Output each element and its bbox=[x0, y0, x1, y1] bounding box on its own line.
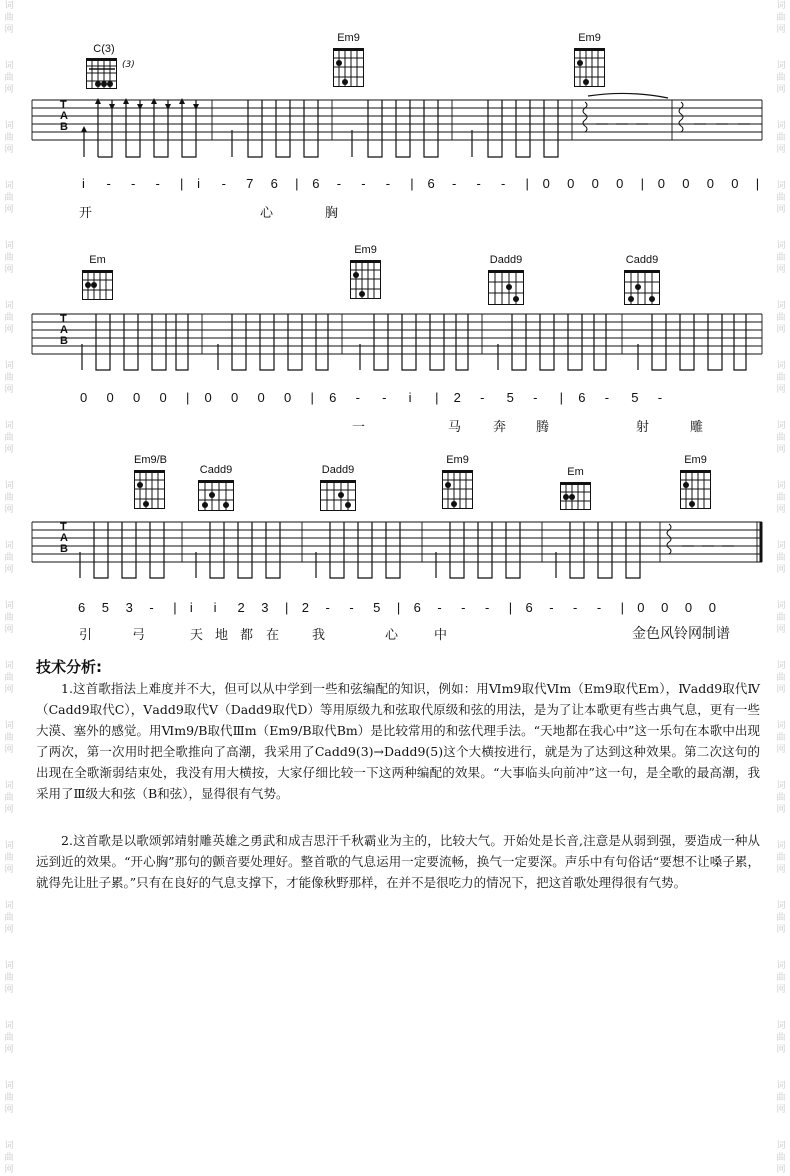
chord-diagram bbox=[624, 254, 660, 306]
tab-staff bbox=[26, 94, 766, 164]
jianpu-note: 0 bbox=[708, 600, 716, 615]
jianpu-note: 6 bbox=[413, 600, 421, 615]
jianpu-row bbox=[80, 390, 760, 410]
jianpu-note: 0 bbox=[682, 176, 690, 191]
tab-label: T A B bbox=[60, 313, 68, 347]
chord-name: Em9 bbox=[578, 32, 601, 44]
jianpu-note: 0 bbox=[684, 600, 693, 615]
jianpu-note: 6 bbox=[270, 176, 278, 191]
barline: | bbox=[620, 600, 625, 615]
barline: | bbox=[755, 176, 760, 191]
jianpu-note: 0 bbox=[133, 390, 141, 405]
jianpu-note: - bbox=[451, 176, 457, 191]
jianpu-note: - bbox=[221, 176, 226, 191]
jianpu-note: 0 bbox=[159, 390, 167, 405]
lyric: 都 bbox=[240, 628, 254, 643]
lyric: 我 bbox=[312, 628, 326, 643]
lyric: 心 bbox=[260, 206, 274, 221]
chord-diagram bbox=[82, 254, 113, 300]
jianpu-note: - bbox=[437, 600, 442, 615]
jianpu-note: 0 bbox=[284, 390, 292, 405]
jianpu-note: 0 bbox=[567, 176, 575, 191]
analysis-title: 技术分析: bbox=[36, 658, 102, 676]
chord-diagram bbox=[134, 454, 168, 510]
jianpu-note: 0 bbox=[106, 390, 114, 405]
jianpu-note: 0 bbox=[731, 176, 739, 191]
chord-name: Em9 bbox=[446, 454, 469, 466]
chord-name: Cadd9 bbox=[625, 254, 659, 266]
chord-note: (3) bbox=[122, 60, 135, 70]
lyric: 开 bbox=[79, 206, 93, 221]
jianpu-note: - bbox=[336, 176, 342, 191]
barline: | bbox=[285, 600, 289, 615]
lyric: 心 bbox=[385, 628, 399, 643]
jianpu-note: 6 bbox=[525, 600, 533, 615]
jianpu-note: - bbox=[657, 390, 663, 405]
lyric: 在 bbox=[266, 628, 280, 643]
jianpu-note: 6 bbox=[312, 176, 320, 191]
jianpu-note: 0 bbox=[591, 176, 599, 191]
jianpu-note: - bbox=[480, 390, 485, 405]
jianpu-note: 3 bbox=[125, 600, 133, 615]
jianpu-note: 0 bbox=[661, 600, 669, 615]
jianpu-note: i bbox=[197, 176, 201, 191]
jianpu-note: 7 bbox=[246, 176, 254, 191]
jianpu-note: i bbox=[213, 600, 217, 615]
chord-name: Dadd9 bbox=[321, 464, 355, 476]
tab-label: T A B bbox=[60, 521, 68, 555]
lyric: 引 bbox=[79, 628, 93, 643]
jianpu-note: 6 bbox=[578, 390, 586, 405]
lyric: 天 bbox=[190, 628, 204, 643]
jianpu-note: 0 bbox=[542, 176, 550, 191]
jianpu-note: 0 bbox=[616, 176, 624, 191]
jianpu-note: - bbox=[349, 600, 354, 615]
chord-diagram bbox=[86, 43, 135, 92]
chord-diagram bbox=[574, 32, 605, 88]
jianpu-note: - bbox=[533, 390, 538, 405]
jianpu-note: - bbox=[476, 176, 481, 191]
barline: | bbox=[410, 176, 414, 191]
jianpu-note: - bbox=[500, 176, 506, 191]
jianpu-note: 0 bbox=[231, 390, 239, 405]
barline: | bbox=[559, 390, 564, 405]
jianpu-note: 5 bbox=[373, 600, 381, 615]
jianpu-note: i bbox=[189, 600, 193, 615]
lyric: 弓 bbox=[132, 628, 146, 643]
jianpu-note: 5 bbox=[101, 600, 110, 615]
lyric: 奔 bbox=[493, 420, 507, 435]
jianpu-note: 0 bbox=[637, 600, 645, 615]
analysis-paragraph-1: 1.这首歌指法上难度并不大，但可以从中学到一些和弦编配的知识，例如：用Ⅵm9取代Ⅵm（Em9取代Em），Ⅳadd9取代Ⅳ（Cadd9取代C），Ⅴadd9取代Ⅴ（Dadd9取代D）等用原级九和弦取代原级和弦的用法，是为了让本歌更有些古典气息，更有一些大漠、塞外的感觉。用Ⅵm9/B取代Ⅲm（Em9/B取代Bm）是比较常用的和弦代理手法。“天地都在我心中”这一乐句在本歌中出现了两次，第一次用时把全歌推向了高潮，我采用了Cadd9(3)→Dadd9(5)这个大横按进行，就是为了达到这种效果。第二次这句的出现在全歌渐弱结束处，我没有用大横按，大家仔细比较一下这两种编配的效果。“大事临头向前冲”这一句，是全歌的最高潮，我采用了Ⅲ级大和弦（B和弦），显得很有气势。 bbox=[36, 681, 760, 801]
chord-name: Em bbox=[89, 254, 106, 266]
chord-name: Em9 bbox=[684, 454, 707, 466]
chord-name: Em9/B bbox=[134, 454, 168, 466]
jianpu-note: 0 bbox=[706, 176, 714, 191]
jianpu-note: - bbox=[382, 390, 387, 405]
jianpu-note: - bbox=[604, 390, 610, 405]
jianpu-note: - bbox=[549, 600, 554, 615]
jianpu-note: 2 bbox=[301, 600, 309, 615]
tab-staff bbox=[26, 308, 766, 378]
jianpu-note: - bbox=[573, 600, 578, 615]
chord-diagram bbox=[333, 32, 364, 88]
barline: | bbox=[396, 600, 401, 615]
barline: | bbox=[310, 390, 314, 405]
chord-diagram bbox=[680, 454, 711, 510]
lyric: 地 bbox=[215, 628, 229, 643]
jianpu-note: 5 bbox=[506, 390, 514, 405]
lyric: 马 bbox=[448, 420, 462, 435]
chord-diagram bbox=[488, 254, 524, 306]
jianpu-note: - bbox=[361, 176, 366, 191]
barline: | bbox=[173, 600, 177, 615]
jianpu-note: 0 bbox=[204, 390, 212, 405]
lyric: 腾 bbox=[536, 420, 550, 435]
jianpu-note: - bbox=[131, 176, 136, 191]
jianpu-note: - bbox=[149, 600, 154, 615]
tab-label: T A B bbox=[60, 99, 68, 133]
lyric: 胸 bbox=[325, 206, 339, 221]
barline: | bbox=[640, 176, 644, 191]
jianpu-note: - bbox=[325, 600, 330, 615]
jianpu-note: i bbox=[408, 390, 412, 405]
jianpu-note: 2 bbox=[453, 390, 461, 405]
credit-text: 金色风铃网制谱 bbox=[632, 626, 730, 642]
tab-staff bbox=[26, 516, 766, 586]
jianpu-note: - bbox=[484, 600, 490, 615]
jianpu-note: 2 bbox=[237, 600, 245, 615]
jianpu-note: - bbox=[596, 600, 602, 615]
chord-grid-icon bbox=[333, 48, 364, 88]
lyric: 一 bbox=[352, 420, 366, 435]
jianpu-note: 5 bbox=[631, 390, 639, 405]
jianpu-note: - bbox=[155, 176, 160, 191]
jianpu-row bbox=[78, 600, 768, 620]
jianpu-note: 6 bbox=[78, 600, 86, 615]
chord-diagram bbox=[198, 464, 234, 510]
chord-diagram bbox=[350, 244, 381, 300]
barline: | bbox=[295, 176, 299, 191]
jianpu-note: 0 bbox=[657, 176, 665, 191]
chord-name: Em bbox=[567, 466, 584, 478]
barline: | bbox=[508, 600, 513, 615]
chord-name: Dadd9 bbox=[489, 254, 523, 266]
jianpu-note: 0 bbox=[257, 390, 265, 405]
jianpu-note: - bbox=[385, 176, 391, 191]
chord-grid-icon bbox=[574, 48, 605, 88]
chord-diagram bbox=[560, 466, 591, 510]
jianpu-note: 0 bbox=[80, 390, 88, 405]
analysis-paragraph-2: 2.这首歌是以歌颂郭靖射雕英雄之勇武和成吉思汗千秋霸业为主的，比较大气。开始处是长音,注意是从弱到强，要造成一种从远到近的效果。“开心胸”那句的颤音要处理好。整首歌的气息运用一定要流畅，换气一定要深。声乐中有句俗话“要想不让嗓子累，就得先让肚子累。”只有在良好的气息支撑下，才能像秋野那样，在并不是很吃力的情况下，把这首歌处理得很有气势。 bbox=[36, 833, 760, 890]
lyric: 中 bbox=[434, 628, 448, 643]
jianpu-note: - bbox=[461, 600, 466, 615]
chord-name: Cadd9 bbox=[199, 464, 233, 476]
lyric: 雕 bbox=[690, 420, 704, 435]
jianpu-note: 3 bbox=[261, 600, 269, 615]
jianpu-row bbox=[82, 176, 762, 196]
watermark-right: 词 曲 网 词 曲 网 词 曲 网 词 曲 网 词 曲 网 词 曲 网 词 曲 网 词 曲 网 词 曲 网 词 曲 网 词 曲 网 词 曲 网 词 曲 网 词 曲 网 词 曲 网 词 曲 网 词 曲 网 词 曲 网 词 曲 网 词 曲 网 bbox=[776, 1, 786, 1175]
barline: | bbox=[180, 176, 184, 191]
chord-diagram bbox=[320, 464, 356, 512]
barline: | bbox=[525, 176, 529, 191]
chord-name: Em9 bbox=[337, 32, 360, 44]
chord-diagram bbox=[442, 454, 473, 510]
jianpu-note: i bbox=[82, 176, 85, 191]
chord-name: C(3) bbox=[93, 43, 115, 55]
chord-grid-icon bbox=[86, 58, 146, 94]
watermark-left: 词 曲 网 词 曲 网 词 曲 网 词 曲 网 词 曲 网 词 曲 网 词 曲 网 词 曲 网 词 曲 网 词 曲 网 词 曲 网 词 曲 网 词 曲 网 词 曲 网 词 曲 网 词 曲 网 词 曲 网 词 曲 网 词 曲 网 词 曲 网 bbox=[4, 1, 14, 1175]
lyric: 射 bbox=[636, 420, 650, 435]
barline: | bbox=[186, 390, 190, 405]
jianpu-note: - bbox=[106, 176, 111, 191]
chord-name: Em9 bbox=[354, 244, 377, 256]
jianpu-note: - bbox=[355, 390, 360, 405]
jianpu-note: 6 bbox=[329, 390, 337, 405]
barline: | bbox=[435, 390, 439, 405]
jianpu-note: 6 bbox=[427, 176, 435, 191]
